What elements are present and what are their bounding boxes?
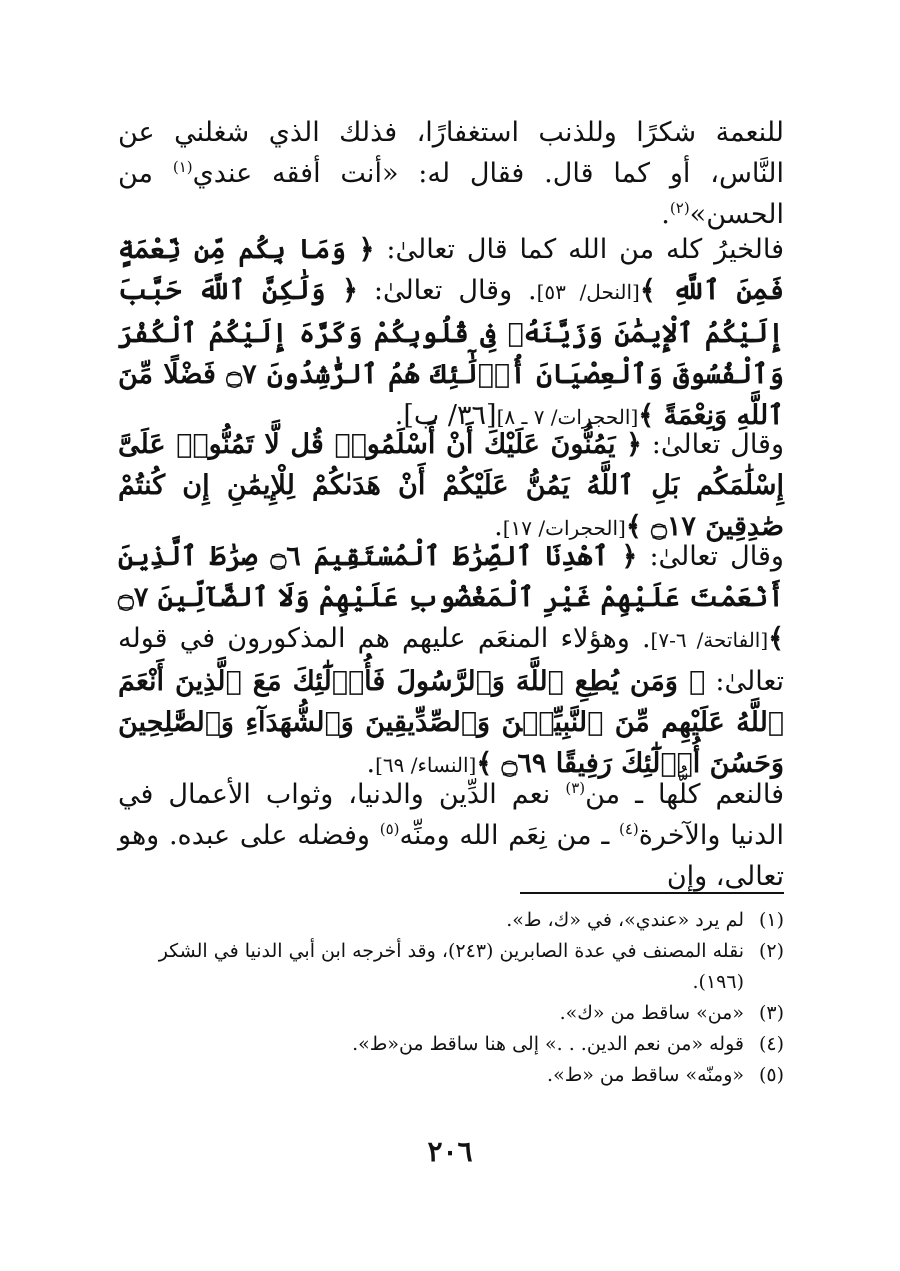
quran-verse: ﴿ وَلَٰكِنَّ ٱللَّهَ حَبَّبَ إِلَيْكُمُ ٱلْإِيمَٰنَ وَزَيَّنَهُۥ فِى قُلُوبِكُمْ وَكَرَّهَ إِلَيْكُمُ ٱلْكُفْرَ وَٱلْفُسُوقَ وَٱلْعِصْيَانَ أُو۟لَٰٓئِكَ هُمُ ٱلرَّٰشِدُونَ ۝٧ فَضْلًا مِّنَ ٱللَّهِ وَنِعْمَةً ﴾ xyxy=(118,275,785,431)
text-run: للنعمة شكرًا وللذنب استغفارًا، فذلك الذي شغلني عن النَّاس، أو كما قال. فقال له: «أنت أفقه عندي xyxy=(118,117,784,189)
text-run: . وهؤلاء المنعَم عليهم هم المذكورون في قوله تعالىٰ: xyxy=(118,623,784,697)
paragraph-1 xyxy=(118,112,784,235)
quran-verse: ﴿ ٱهْدِنَا ٱلصِّرَٰطَ ٱلْمُسْتَقِيمَ ۝٦ صِرَٰطَ ٱلَّذِينَ أَنْعَمْتَ عَلَيْهِمْ غَيْرِ ٱلْمَغْضُوبِ عَلَيْهِمْ وَلَا ٱلضَّآلِّينَ ۝٧ ﴾ xyxy=(118,541,784,654)
text-run: ـ من نِعَم الله ومنِّه xyxy=(399,820,619,851)
footnote-2 xyxy=(118,936,784,998)
footnote-3 xyxy=(118,998,784,1029)
page-number: ٢٠٦ xyxy=(427,1135,473,1168)
paragraph-2 xyxy=(118,229,784,438)
text-run: [٣٦/ ب]. xyxy=(394,400,497,431)
footnote-ref: (٢) xyxy=(669,199,690,217)
footnote-text: قوله «من نعم الدين. . .» إلى هنا ساقط من«ط». xyxy=(352,1033,744,1055)
verse-reference: [الحجرات/ ٧ ـ ٨] xyxy=(496,405,639,429)
verse-reference: [الفاتحة/ ٦-٧] xyxy=(650,628,769,652)
paragraph-5 xyxy=(118,774,784,897)
footnote-text: «ومنّه» ساقط من «ط». xyxy=(547,1064,744,1086)
footnote-separator xyxy=(520,892,784,894)
text-run: وفضله على عبده. وهو تعالى، وإن xyxy=(118,820,784,892)
text-run: . xyxy=(366,748,376,779)
footnote-4 xyxy=(118,1029,784,1060)
footnote-number: (٤) xyxy=(758,1033,784,1055)
text-run: . xyxy=(661,199,670,230)
text-run: . وقال تعالىٰ: xyxy=(357,275,537,306)
quran-verse: ﴿ وَمَا بِكُم مِّن نِّعْمَةٍ فَمِنَ ٱللَّهِ ﴾ xyxy=(118,234,785,306)
footnote-text: «من» ساقط من «ك». xyxy=(559,1002,744,1024)
footnote-ref: (٤) xyxy=(619,820,639,838)
footnote-1 xyxy=(118,905,784,936)
footnote-ref: (٣) xyxy=(565,779,586,797)
footnotes xyxy=(118,905,784,1091)
text-run: من الحسن» xyxy=(118,158,784,230)
quran-verse: ﴿ وَمَن يُطِعِ ٱللَّهَ وَٱلرَّسُولَ فَأُو۟لَٰٓئِكَ مَعَ ٱلَّذِينَ أَنْعَمَ ٱللَّهُ عَلَيْهِم مِّنَ ٱلنَّبِيِّـۧنَ وَٱلصِّدِّيقِينَ وَٱلشُّهَدَآءِ وَٱلصَّٰلِحِينَ وَحَسُنَ أُو۟لَٰٓئِكَ رَفِيقًا ۝٦٩ ﴾ xyxy=(118,666,784,779)
footnote-ref: (١) xyxy=(172,158,193,176)
text-run: وقال تعالىٰ: xyxy=(637,541,784,572)
text-run: وقال تعالىٰ: xyxy=(642,429,784,460)
footnote-text: نقله المصنف في عدة الصابرين (٢٤٣)، وقد أخرجه ابن أبي الدنيا في الشكر (١٩٦). xyxy=(158,940,744,993)
verse-reference: [الحجرات/ ١٧] xyxy=(502,516,626,540)
footnote-number: (٢) xyxy=(758,940,784,962)
footnote-5 xyxy=(118,1060,784,1091)
footnote-number: (٥) xyxy=(758,1064,784,1086)
text-run: نعم الدِّين والدنيا، وثواب الأعمال في الدنيا والآخرة xyxy=(118,779,784,851)
footnote-ref: (٥) xyxy=(379,820,400,838)
paragraph-4 xyxy=(118,536,784,786)
footnote-number: (١) xyxy=(758,909,784,931)
footnote-text: لم يرد «عندي»، في «ك، ط». xyxy=(506,909,744,931)
text-run: . xyxy=(494,511,503,542)
text-run: فالنعم كلُّها ـ من xyxy=(585,779,785,810)
quran-verse: ﴿ يَمُنُّونَ عَلَيْكَ أَنْ أَسْلَمُوا۟ قُل لَّا تَمُنُّوا۟ عَلَىَّ إِسْلَٰمَكُم بَلِ ٱللَّهُ يَمُنُّ عَلَيْكُمْ أَنْ هَدَىٰكُمْ لِلْإِيمَٰنِ إِن كُنتُمْ صَٰدِقِينَ ۝١٧ ﴾ xyxy=(118,429,784,542)
paragraph-3 xyxy=(118,424,784,549)
text-run: فالخيرُ كله من الله كما قال تعالىٰ: xyxy=(374,234,785,265)
footnote-number: (٣) xyxy=(758,1002,784,1024)
verse-reference: [النحل/ ٥٣] xyxy=(536,280,640,304)
verse-reference: [النساء/ ٦٩] xyxy=(375,753,477,777)
